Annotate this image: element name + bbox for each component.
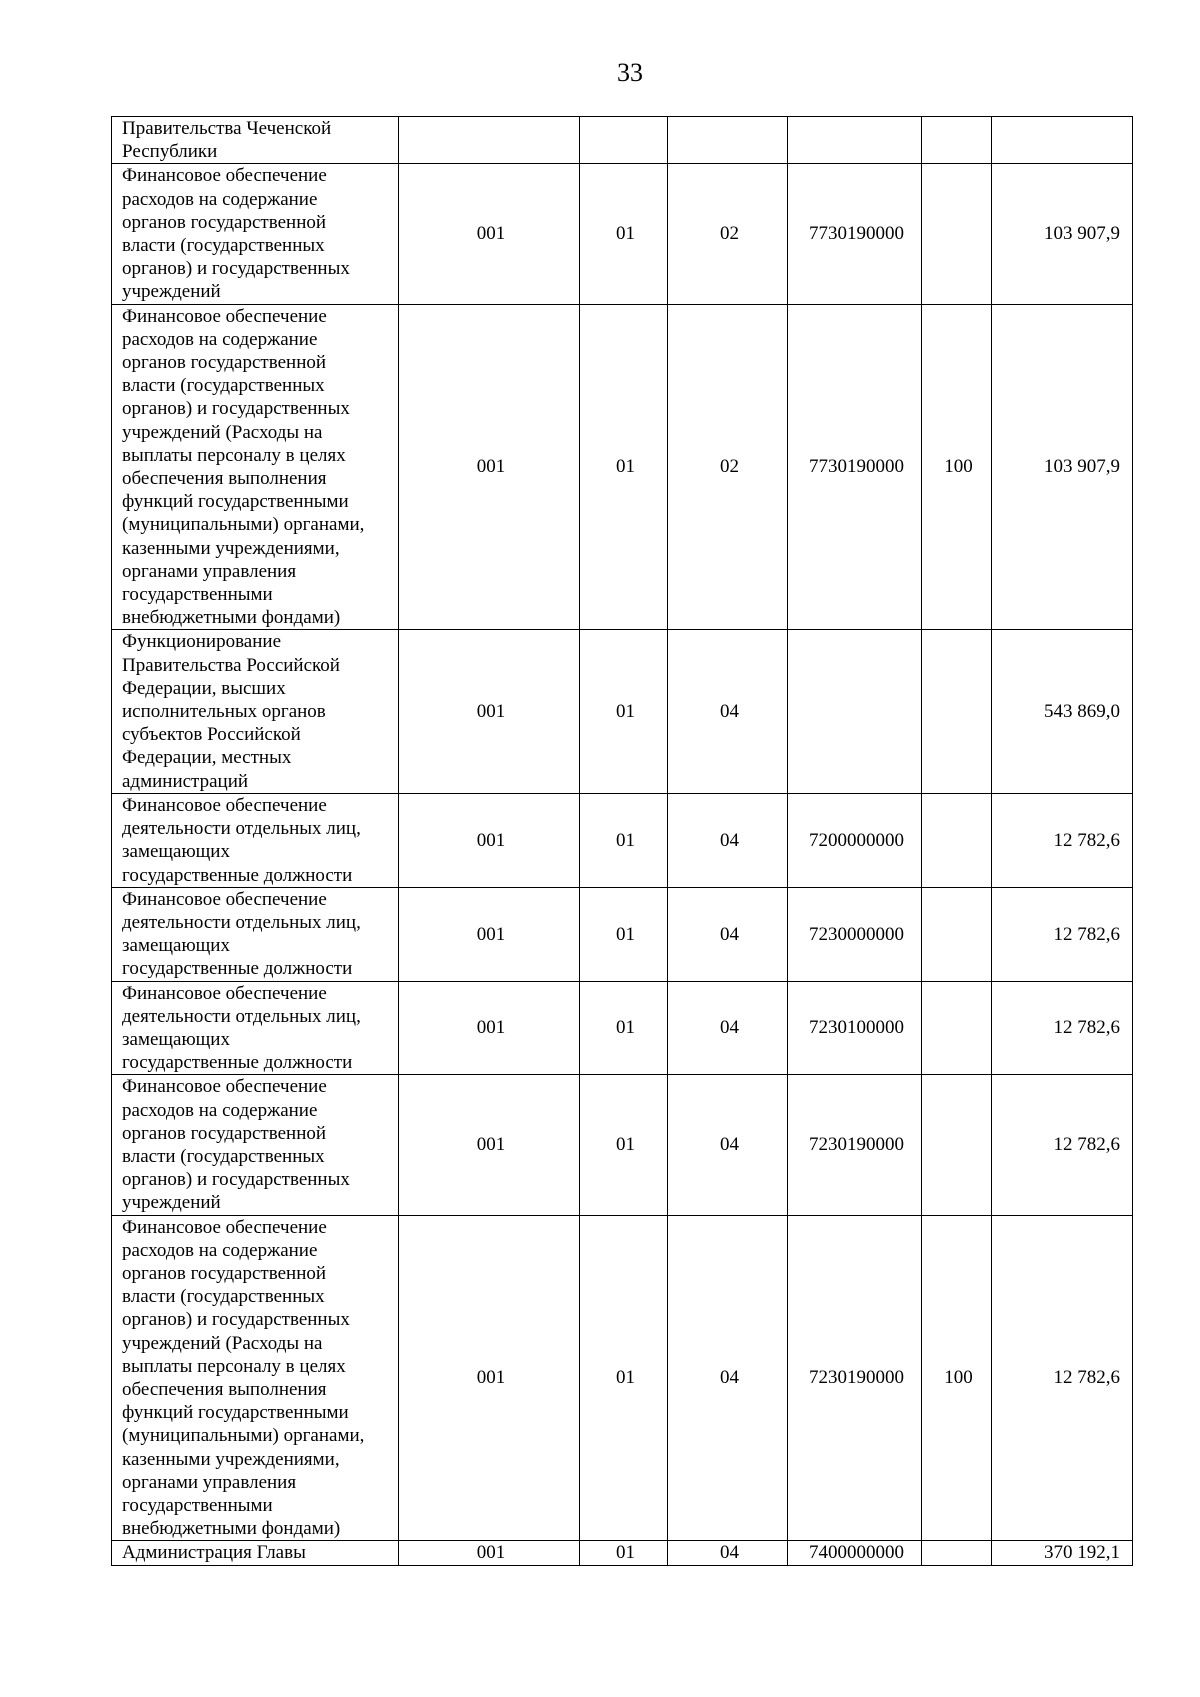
cell-expense-type <box>922 981 992 1075</box>
cell-expense-name <box>112 1075 399 1215</box>
budget-table <box>111 116 1133 1566</box>
cell-expense-name <box>112 981 399 1075</box>
cell-podrazdel: 04 <box>668 1541 788 1565</box>
table-row <box>112 887 1133 981</box>
expense-name-line: власти (государственных <box>122 235 325 257</box>
cell-expense-name <box>112 304 399 630</box>
expense-name-line: деятельности отдельных лиц, <box>122 1005 361 1027</box>
expense-name-line: расходов на содержание <box>122 1239 318 1261</box>
cell-amount: 543 869,0 <box>992 630 1133 793</box>
cell-razdel <box>580 117 668 164</box>
expense-name-line: государственными <box>122 1494 273 1516</box>
expense-name-line: обеспечения выполнения <box>122 1378 327 1400</box>
cell-razdel: 01 <box>580 793 668 887</box>
expense-name-line: Правительства Российской <box>122 654 340 676</box>
expense-name-line: функций государственными <box>122 491 349 513</box>
cell-razdel: 01 <box>580 164 668 304</box>
cell-target-article: 7230190000 <box>788 1215 922 1541</box>
cell-target-article: 7230190000 <box>788 1075 922 1215</box>
cell-target-article: 7200000000 <box>788 793 922 887</box>
cell-podrazdel: 02 <box>668 304 788 630</box>
cell-expense-name <box>112 630 399 793</box>
cell-podrazdel: 04 <box>668 1075 788 1215</box>
expense-name-line: учреждений <box>122 1192 221 1214</box>
expense-name-line: субъектов Российской <box>122 724 301 746</box>
expense-name-line: власти (государственных <box>122 1145 325 1167</box>
expense-name-line: власти (государственных <box>122 375 325 397</box>
cell-target-article: 7730190000 <box>788 304 922 630</box>
table-row <box>112 1541 1133 1565</box>
expense-name-line: выплаты персоналу в целях <box>122 444 346 466</box>
cell-ved: 001 <box>399 630 580 793</box>
expense-name-line: органов) и государственных <box>122 1309 350 1331</box>
cell-expense-type: 100 <box>922 1215 992 1541</box>
cell-expense-type <box>922 793 992 887</box>
cell-ved: 001 <box>399 164 580 304</box>
expense-name-line: Федерации, высших <box>122 677 286 699</box>
expense-name-line: деятельности отдельных лиц, <box>122 818 361 840</box>
expense-name-line: замещающих <box>122 1028 230 1050</box>
expense-name-line: исполнительных органов <box>122 701 326 723</box>
expense-name-line: органов) и государственных <box>122 398 350 420</box>
cell-podrazdel: 04 <box>668 981 788 1075</box>
cell-podrazdel <box>668 117 788 164</box>
cell-amount: 12 782,6 <box>992 1075 1133 1215</box>
cell-podrazdel: 04 <box>668 1215 788 1541</box>
expense-name-line: выплаты персоналу в целях <box>122 1355 346 1377</box>
table-row <box>112 1215 1133 1541</box>
expense-name-line: внебюджетными фондами) <box>122 1518 341 1540</box>
cell-ved: 001 <box>399 1215 580 1541</box>
expense-name-line: Финансовое обеспечение <box>122 165 327 187</box>
expense-name-line: (муниципальными) органами, <box>122 514 365 536</box>
cell-expense-type <box>922 117 992 164</box>
table-row <box>112 1075 1133 1215</box>
expense-name-line: государственные должности <box>122 864 353 886</box>
expense-name-line: расходов на содержание <box>122 188 318 210</box>
expense-name-line: Правительства Чеченской <box>122 118 332 139</box>
expense-name-line: расходов на содержание <box>122 1099 318 1121</box>
cell-ved: 001 <box>399 1541 580 1565</box>
expense-name-line: обеспечения выполнения <box>122 468 327 490</box>
cell-ved: 001 <box>399 304 580 630</box>
cell-target-article: 7400000000 <box>788 1541 922 1565</box>
expense-name-line: государственные должности <box>122 958 353 980</box>
table-row <box>112 304 1133 630</box>
cell-expense-type <box>922 164 992 304</box>
expense-name-line: администраций <box>122 770 249 792</box>
expense-name-line: казенными учреждениями, <box>122 537 340 559</box>
expense-name-line: учреждений (Расходы на <box>122 421 323 443</box>
cell-target-article: 7230000000 <box>788 887 922 981</box>
expense-name-line: Финансовое обеспечение <box>122 1216 327 1238</box>
expense-name-line: Финансовое обеспечение <box>122 982 327 1004</box>
cell-target-article <box>788 630 922 793</box>
cell-expense-name <box>112 793 399 887</box>
expense-name-line: казенными учреждениями, <box>122 1448 340 1470</box>
expense-name-line: Финансовое обеспечение <box>122 1076 327 1098</box>
expense-name-line: (муниципальными) органами, <box>122 1425 365 1447</box>
expense-name-line: Финансовое обеспечение <box>122 794 327 816</box>
cell-razdel: 01 <box>580 887 668 981</box>
page-number: 33 <box>617 58 643 87</box>
expense-name-line: Функционирование <box>122 631 282 653</box>
cell-ved: 001 <box>399 887 580 981</box>
cell-expense-name <box>112 164 399 304</box>
expense-name-line: учреждений <box>122 281 221 303</box>
expense-name-line: органами управления <box>122 560 297 582</box>
expense-name-line: органов) и государственных <box>122 258 350 280</box>
cell-razdel: 01 <box>580 630 668 793</box>
cell-target-article: 7230100000 <box>788 981 922 1075</box>
table-row <box>112 981 1133 1075</box>
expense-name-line: Финансовое обеспечение <box>122 888 327 910</box>
expense-name-line: учреждений (Расходы на <box>122 1332 323 1354</box>
cell-amount: 12 782,6 <box>992 887 1133 981</box>
expense-name-line: Администрация Главы <box>122 1542 306 1564</box>
cell-amount: 12 782,6 <box>992 1215 1133 1541</box>
expense-name-line: органов государственной <box>122 211 327 233</box>
expense-name-line: Республики <box>122 141 218 163</box>
cell-ved <box>399 117 580 164</box>
cell-amount: 103 907,9 <box>992 164 1133 304</box>
cell-razdel: 01 <box>580 304 668 630</box>
expense-name-line: Финансовое обеспечение <box>122 305 327 327</box>
cell-ved: 001 <box>399 981 580 1075</box>
cell-razdel: 01 <box>580 1541 668 1565</box>
table-row <box>112 164 1133 304</box>
table-row <box>112 630 1133 793</box>
expense-name-line: органов государственной <box>122 1262 327 1284</box>
expense-name-line: внебюджетными фондами) <box>122 607 341 629</box>
cell-expense-type <box>922 630 992 793</box>
cell-expense-type <box>922 1075 992 1215</box>
expense-name-line: Федерации, местных <box>122 747 292 769</box>
expense-name-line: власти (государственных <box>122 1286 325 1308</box>
cell-razdel: 01 <box>580 1075 668 1215</box>
expense-name-line: функций государственными <box>122 1402 349 1424</box>
expense-name-line: органов государственной <box>122 1122 327 1144</box>
cell-amount: 12 782,6 <box>992 981 1133 1075</box>
expense-name-line: расходов на содержание <box>122 328 318 350</box>
cell-amount: 12 782,6 <box>992 793 1133 887</box>
cell-amount <box>992 117 1133 164</box>
expense-name-line: государственные должности <box>122 1052 353 1074</box>
cell-expense-name <box>112 887 399 981</box>
cell-podrazdel: 04 <box>668 793 788 887</box>
table-row <box>112 117 1133 164</box>
table-row <box>112 793 1133 887</box>
cell-amount: 103 907,9 <box>992 304 1133 630</box>
cell-target-article <box>788 117 922 164</box>
expense-name-line: органов) и государственных <box>122 1169 350 1191</box>
cell-podrazdel: 04 <box>668 887 788 981</box>
cell-target-article: 7730190000 <box>788 164 922 304</box>
expense-name-line: деятельности отдельных лиц, <box>122 911 361 933</box>
cell-podrazdel: 02 <box>668 164 788 304</box>
cell-razdel: 01 <box>580 1215 668 1541</box>
expense-name-line: замещающих <box>122 841 230 863</box>
cell-expense-name <box>112 1215 399 1541</box>
cell-expense-name <box>112 1541 399 1565</box>
expense-name-line: органами управления <box>122 1471 297 1493</box>
cell-amount: 370 192,1 <box>992 1541 1133 1565</box>
cell-ved: 001 <box>399 793 580 887</box>
cell-expense-name <box>112 117 399 164</box>
expense-name-line: органов государственной <box>122 352 327 374</box>
cell-razdel: 01 <box>580 981 668 1075</box>
cell-expense-type <box>922 887 992 981</box>
cell-ved: 001 <box>399 1075 580 1215</box>
expense-name-line: государственными <box>122 584 273 606</box>
expense-name-line: замещающих <box>122 935 230 957</box>
cell-expense-type <box>922 1541 992 1565</box>
cell-podrazdel: 04 <box>668 630 788 793</box>
cell-expense-type: 100 <box>922 304 992 630</box>
